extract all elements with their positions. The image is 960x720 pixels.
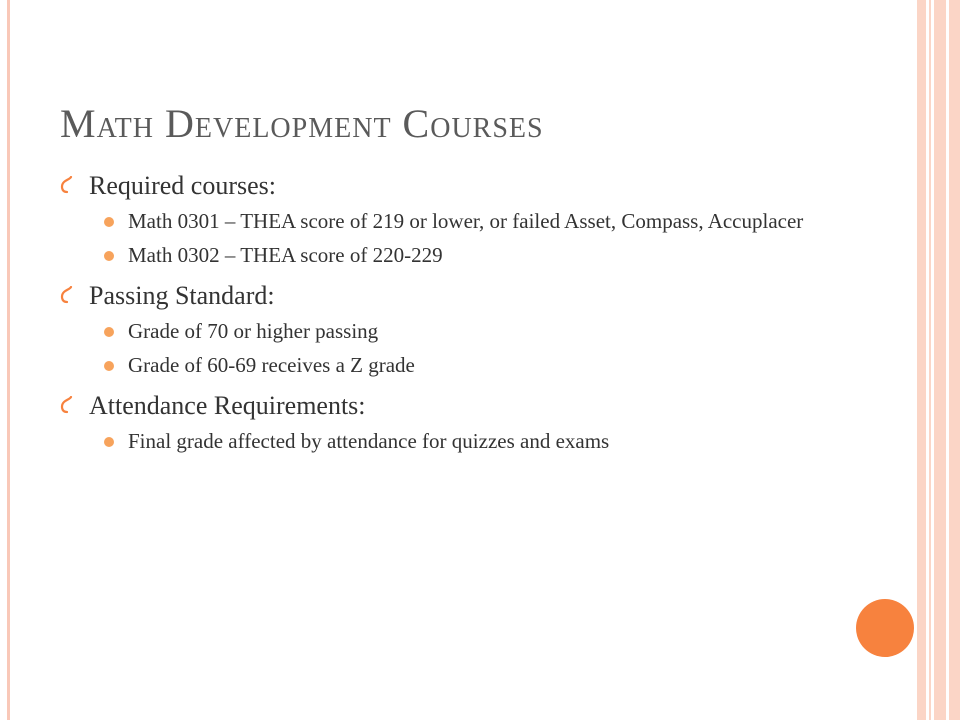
bullet-dot-icon bbox=[104, 361, 114, 371]
bullet-dot-icon bbox=[104, 437, 114, 447]
section-heading bbox=[60, 388, 820, 424]
list-item-text: Math 0302 – THEA score of 220-229 bbox=[128, 243, 443, 267]
bullet-marker-icon bbox=[60, 176, 74, 194]
panel-stripe bbox=[926, 0, 929, 720]
panel-stripe bbox=[946, 0, 949, 720]
sub-bullet-list bbox=[60, 210, 820, 267]
list-item bbox=[60, 430, 820, 453]
decorative-circle bbox=[856, 599, 914, 657]
list-item bbox=[60, 354, 820, 377]
sub-bullet-list bbox=[60, 320, 820, 377]
section-heading bbox=[60, 278, 820, 314]
section-heading-text: Required courses: bbox=[89, 171, 277, 200]
bullet-dot-icon bbox=[104, 217, 114, 227]
section-attendance-requirements bbox=[60, 388, 820, 453]
slide-title: Math Development Courses bbox=[60, 101, 544, 146]
list-item bbox=[60, 210, 820, 233]
bullet-marker-icon bbox=[60, 396, 74, 414]
sub-bullet-list bbox=[60, 430, 820, 453]
section-passing-standard bbox=[60, 278, 820, 377]
section-heading bbox=[60, 168, 820, 204]
bullet-marker-icon bbox=[60, 286, 74, 304]
bullet-dot-icon bbox=[104, 327, 114, 337]
bullet-dot-icon bbox=[104, 251, 114, 261]
slide-content bbox=[60, 168, 820, 464]
right-decorative-panel bbox=[917, 0, 960, 720]
list-item-text: Grade of 60-69 receives a Z grade bbox=[128, 353, 415, 377]
list-item bbox=[60, 244, 820, 267]
section-required-courses bbox=[60, 168, 820, 267]
list-item-text: Math 0301 – THEA score of 219 or lower, or failed Asset, Compass, Accuplacer bbox=[128, 209, 804, 233]
section-heading-text: Attendance Requirements: bbox=[89, 391, 366, 420]
panel-stripe bbox=[931, 0, 934, 720]
list-item-text: Grade of 70 or higher passing bbox=[128, 319, 379, 343]
section-heading-text: Passing Standard: bbox=[89, 281, 275, 310]
left-decorative-line bbox=[7, 0, 10, 720]
list-item bbox=[60, 320, 820, 343]
list-item-text: Final grade affected by attendance for quizzes and exams bbox=[128, 429, 610, 453]
